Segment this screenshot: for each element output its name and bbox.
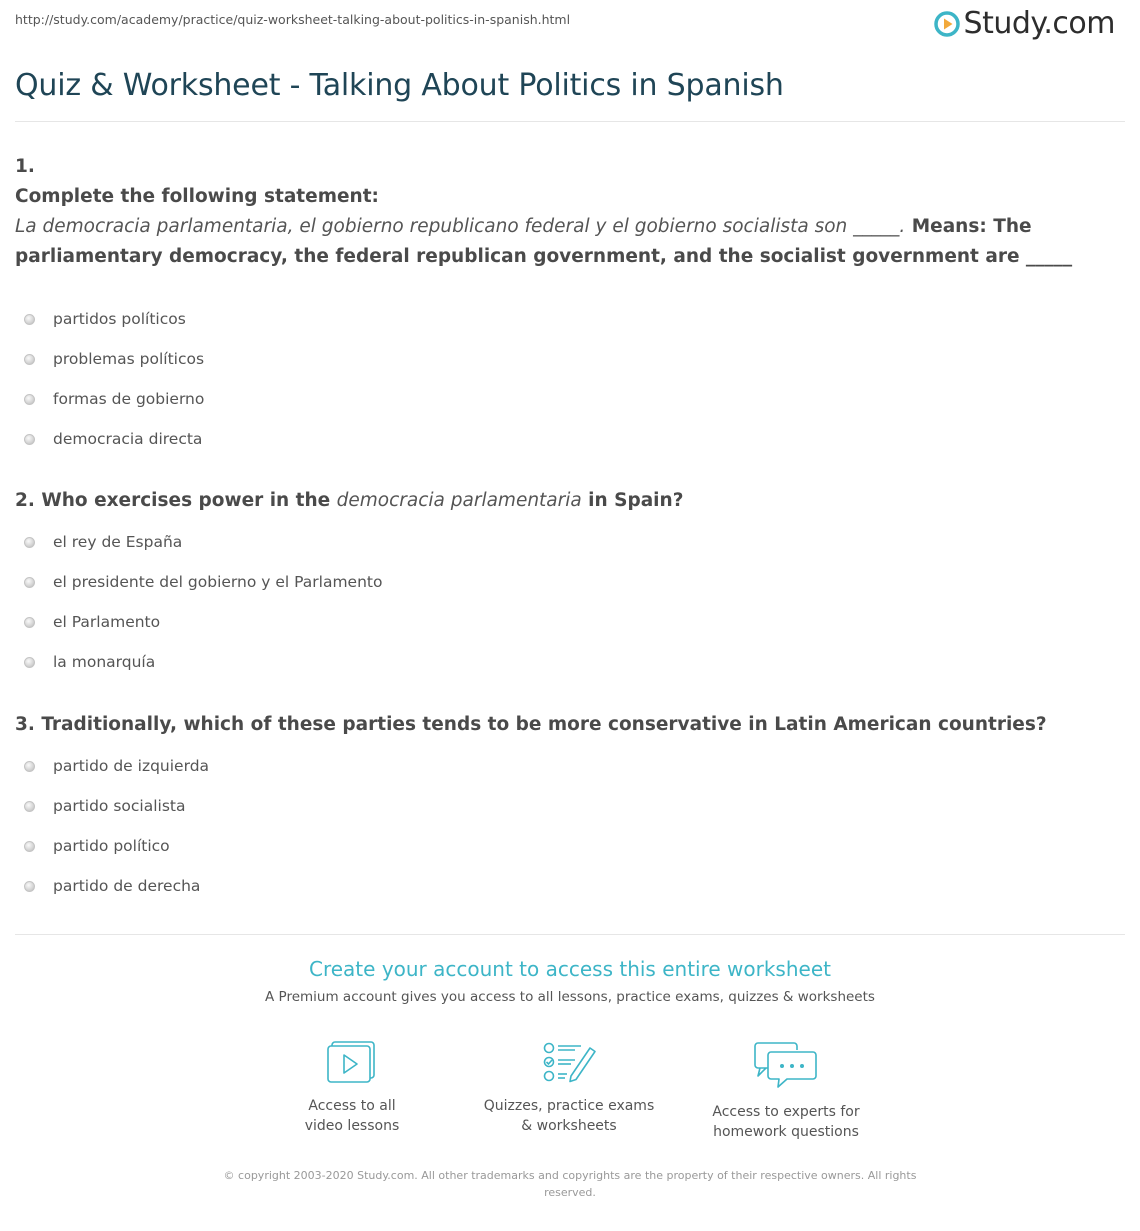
study-logo[interactable]: [934, 6, 1115, 42]
question-italic: La democracia parlamentaria, el gobierno republicano federal y el gobierno socialista son _____.: [15, 216, 906, 237]
question-1: [15, 152, 1125, 459]
answer-choices: [15, 299, 1125, 459]
feature-line: Access to all: [308, 1098, 396, 1114]
page-title: Quiz & Worksheet - Talking About Politics in Spanish: [15, 68, 784, 103]
answer-choice[interactable]: [15, 379, 1125, 419]
feature-line: video lessons: [304, 1118, 400, 1134]
question-intro: Complete the following statement:: [15, 186, 379, 207]
choice-label: partidos políticos: [53, 310, 186, 328]
radio-button[interactable]: [24, 761, 35, 772]
choice-label: partido político: [53, 837, 170, 855]
chat-bubbles-icon: [754, 1040, 818, 1090]
feature-quizzes: [469, 1040, 669, 1136]
feature-line: homework questions: [713, 1124, 859, 1140]
choice-label: la monarquía: [53, 653, 156, 671]
feature-experts: [686, 1040, 886, 1142]
signup-cta: [0, 957, 1140, 1005]
radio-button[interactable]: [24, 577, 35, 588]
question-2: [15, 486, 1125, 682]
create-account-link[interactable]: Create your account to access this entire worksheet: [309, 957, 831, 981]
question-suffix: in Spain?: [581, 490, 684, 511]
choice-label: formas de gobierno: [53, 390, 205, 408]
radio-button[interactable]: [24, 434, 35, 445]
choice-label: el presidente del gobierno y el Parlamento: [53, 573, 383, 591]
answer-choices: [15, 522, 1125, 682]
question-3: [15, 710, 1125, 906]
answer-choice[interactable]: [15, 642, 1125, 682]
choice-label: partido de derecha: [53, 877, 201, 895]
cta-subtitle: A Premium account gives you access to all lessons, practice exams, quizzes & worksheets: [265, 989, 875, 1005]
play-logo-icon: [934, 11, 960, 37]
answer-choice[interactable]: [15, 419, 1125, 459]
choice-label: partido socialista: [53, 797, 186, 815]
answer-choice[interactable]: [15, 522, 1125, 562]
answer-choice[interactable]: [15, 786, 1125, 826]
answer-choice[interactable]: [15, 826, 1125, 866]
answer-choice[interactable]: [15, 602, 1125, 642]
logo-text: Study.com: [963, 6, 1115, 41]
question-number: 1.: [15, 156, 35, 177]
answer-choice[interactable]: [15, 562, 1125, 602]
radio-button[interactable]: [24, 617, 35, 628]
answer-choice[interactable]: [15, 339, 1125, 379]
question-italic: democracia parlamentaria: [336, 490, 582, 511]
question-prefix: 2. Who exercises power in the: [15, 490, 337, 511]
video-lesson-icon: [326, 1040, 378, 1084]
feature-line: Access to experts for: [712, 1104, 860, 1120]
choice-label: democracia directa: [53, 430, 203, 448]
radio-button[interactable]: [24, 801, 35, 812]
question-text: [15, 486, 1125, 516]
question-translation: Means: The parliamentary democracy, the federal republican government, and the socialist government are _____: [15, 216, 1073, 267]
radio-button[interactable]: [24, 314, 35, 325]
radio-button[interactable]: [24, 394, 35, 405]
radio-button[interactable]: [24, 841, 35, 852]
radio-button[interactable]: [24, 881, 35, 892]
question-text: 3. Traditionally, which of these parties tends to be more conservative in Latin American countries?: [15, 714, 1047, 735]
answer-choice[interactable]: [15, 299, 1125, 339]
feature-line: & worksheets: [521, 1118, 617, 1134]
feature-video-lessons: [252, 1040, 452, 1136]
radio-button[interactable]: [24, 354, 35, 365]
choice-label: problemas políticos: [53, 350, 205, 368]
radio-button[interactable]: [24, 657, 35, 668]
feature-line: Quizzes, practice exams: [483, 1098, 655, 1114]
top-bar: [15, 0, 1115, 50]
quiz-checklist-icon: [541, 1040, 597, 1084]
answer-choice[interactable]: [15, 746, 1125, 786]
answer-choice[interactable]: [15, 866, 1125, 906]
copyright-footer: © copyright 2003-2020 Study.com. All other trademarks and copyrights are the property of their respective owners. All rights reserved.: [223, 1169, 917, 1199]
choice-label: partido de izquierda: [53, 757, 210, 775]
answer-choices: [15, 746, 1125, 906]
page-url: http://study.com/academy/practice/quiz-worksheet-talking-about-politics-in-spanish.html: [15, 12, 571, 27]
choice-label: el Parlamento: [53, 613, 161, 631]
radio-button[interactable]: [24, 537, 35, 548]
divider: [15, 934, 1125, 935]
choice-label: el rey de España: [53, 533, 183, 551]
divider: [15, 121, 1125, 122]
question-text: [15, 212, 1125, 272]
